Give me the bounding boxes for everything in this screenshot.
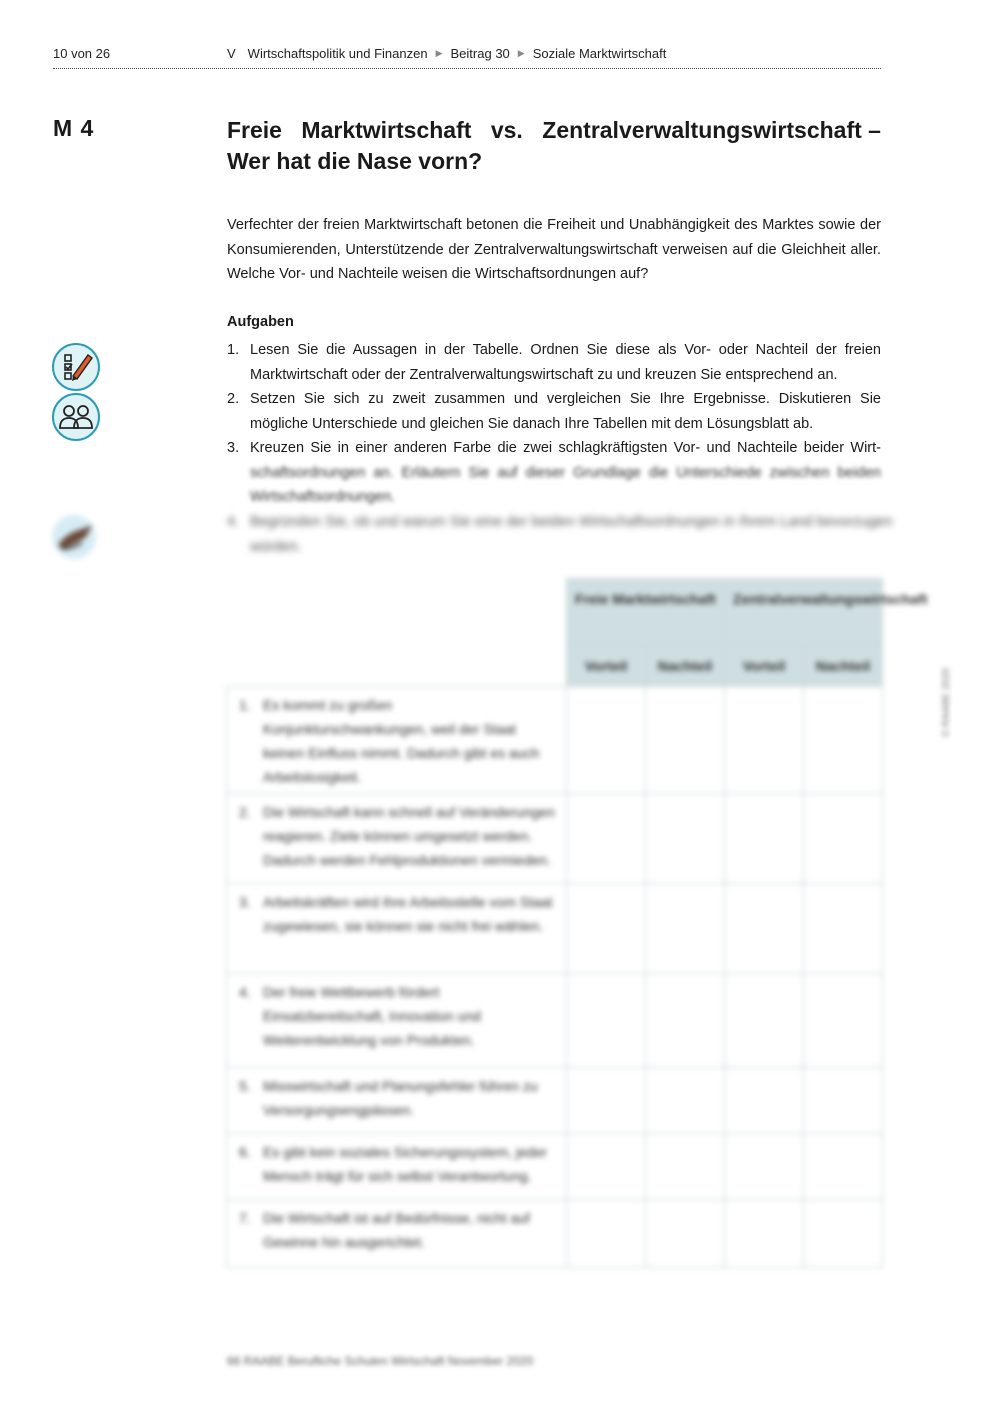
task-number: 4. [227,514,240,530]
statement-number: 5. [239,1078,251,1094]
breadcrumb [227,46,666,61]
article-number: Beitrag 30 [450,46,510,61]
statement-number: 6. [239,1144,251,1160]
page-title [227,115,881,177]
checkbox-cell[interactable] [567,1200,646,1268]
table-corner [227,579,567,645]
table-corner [227,645,567,687]
page-header [53,44,881,69]
table-row [227,794,883,884]
breadcrumb-arrow-icon: ▶ [517,48,525,58]
checkbox-cell[interactable] [567,974,646,1068]
partner-work-icon [52,393,100,441]
writing-hand-icon [52,515,96,559]
title-word: Zentralverwaltungswirtschaft – [542,117,881,143]
checkbox-cell[interactable] [646,687,725,794]
statement-cell [227,1068,567,1134]
task-number: 3. [227,440,240,456]
statement-text: Misswirtschaft und Planungsfehler führen zu Versorgungsengpässen. [263,1078,538,1118]
checkbox-cell[interactable] [804,1134,883,1200]
checkbox-cell[interactable] [725,884,804,974]
checkbox-cell[interactable] [725,794,804,884]
breadcrumb-arrow-icon: ▶ [435,48,443,58]
group-header: Freie Marktwirtschaft [567,579,725,645]
column-header: Vorteil [567,645,646,687]
statement-number: 1. [239,697,251,713]
checkbox-cell[interactable] [804,1200,883,1268]
statement-number: 3. [239,894,251,910]
statement-text: Es gibt kein soziales Sicherungssystem, jeder Mensch trägt für sich selbst Verantwortung. [263,1144,548,1184]
checkbox-cell[interactable] [567,1068,646,1134]
statement-cell [227,884,567,974]
statement-cell [227,1200,567,1268]
checkbox-cell[interactable] [804,1068,883,1134]
checkbox-cell[interactable] [646,1068,725,1134]
assessment-table [226,578,928,1250]
checkbox-cell[interactable] [567,794,646,884]
checkbox-cell[interactable] [646,884,725,974]
statement-number: 7. [239,1210,251,1226]
statement-text: Der freie Wettbewerb fördert Einsatzbereitschaft, Innovation und Weiterentwicklung von Produkten. [263,984,481,1048]
task-text: Kreuzen Sie in einer anderen Farbe die zwei schlagkräftigsten Vor- und Nachteile beider Wirt- [250,440,881,456]
checkbox-cell[interactable] [804,974,883,1068]
title-line-2: Wer hat die Nase vorn? [227,148,483,174]
table-row [227,974,883,1068]
column-header: Nachteil [646,645,725,687]
checklist-pencil-icon [52,343,100,391]
statement-text: Arbeitskräften wird ihre Arbeitsstelle vom Staat zugewiesen, sie können sie nicht frei wählen. [263,894,553,934]
checkbox-cell[interactable] [646,1200,725,1268]
copyright-side-note: © RAABE 2020 [941,667,952,737]
page-footer: 66 RAABE Berufliche Schulen Wirtschaft November 2020 [227,1354,534,1368]
checkbox-cell[interactable] [725,1068,804,1134]
checkbox-cell[interactable] [567,884,646,974]
task-list [227,338,881,510]
checkbox-cell[interactable] [725,687,804,794]
checkbox-cell[interactable] [804,794,883,884]
checkbox-cell[interactable] [725,1200,804,1268]
checkbox-cell[interactable] [725,1134,804,1200]
column-header: Vorteil [725,645,804,687]
checkbox-cell[interactable] [804,687,883,794]
table-row [227,1068,883,1134]
checkbox-cell[interactable] [646,974,725,1068]
task-text: Lesen Sie die Aussagen in der Tabelle. Ordnen Sie diese als Vor- oder Nachteil der freien Marktwirtschaft oder der Zentralverwaltungswirtschaft zu und kreuzen Sie entsprechend an. [250,342,881,383]
topic-title: Soziale Marktwirtschaft [532,46,667,61]
checkbox-cell[interactable] [646,794,725,884]
table-row [227,1134,883,1200]
statement-cell [227,794,567,884]
checkbox-cell[interactable] [567,687,646,794]
statement-cell [227,1134,567,1200]
statement-cell [227,974,567,1068]
title-word: Marktwirtschaft [301,117,472,143]
column-header: Nachteil [804,645,883,687]
section-title: Wirtschaftspolitik und Finanzen [247,46,428,61]
checkbox-cell[interactable] [567,1134,646,1200]
title-word: Freie [227,117,282,143]
intro-paragraph: Verfechter der freien Marktwirtschaft betonen die Freiheit und Unabhängigkeit des Marktes sowie der Konsumierenden, Unterstützende der Zentralverwaltungswirtschaft verweisen auf die Gleichheit aller. Welche Vor- und Nachteile weisen die Wirtschaftsordnungen auf? [227,217,881,282]
statement-text: Es kommt zu großen Konjunkturschwankungen, weil der Staat keinen Einfluss nimmt. Dadurch gibt es auch Arbeitslosigkeit. [263,697,540,785]
task-number: 1. [227,342,240,358]
table-row [227,1200,883,1268]
checkbox-cell[interactable] [804,884,883,974]
task-item [227,387,881,436]
statement-cell [227,687,567,794]
checkbox-cell[interactable] [646,1134,725,1200]
table-row [227,884,883,974]
statement-number: 4. [239,984,251,1000]
title-word: vs. [490,117,523,143]
task-number: 2. [227,391,240,407]
page-count: 10 von 26 [53,46,111,61]
task-text: Begründen Sie, ob und warum Sie eine der beiden Wirtschaftsordnungen in Ihrem Land bevorzugen würden. [250,514,893,555]
task-text: Setzen Sie sich zu zweit zusammen und vergleichen Sie Ihre Ergebnisse. Diskutieren Sie mögliche Unterschiede und gleichen Sie danach Ihre Tabellen mit dem Lösungsblatt ab. [250,391,881,432]
task-text-blurred: schaftsordnungen an. Erläutern Sie auf dieser Grundlage die Unterschiede zwischen beiden Wirtschaftsordnungen. [250,464,881,505]
section-number: V [227,46,236,61]
group-header: Zentralverwaltungswirtschaft [725,579,883,645]
statement-text: Die Wirtschaft ist auf Bedürfnisse, nicht auf Gewinne hin ausgerichtet. [263,1210,530,1250]
statement-text: Die Wirtschaft kann schnell auf Veränderungen reagieren. Ziele können umgesetzt werden. Dadurch werden Fehlproduktionen vermieden. [263,804,555,868]
material-label: M 4 [53,115,95,141]
tasks-heading: Aufgaben [227,314,294,330]
statement-number: 2. [239,804,251,820]
checkbox-cell[interactable] [725,974,804,1068]
task-item [227,436,881,510]
table-row [227,687,883,794]
task-item [227,338,881,387]
task-item [227,510,904,559]
